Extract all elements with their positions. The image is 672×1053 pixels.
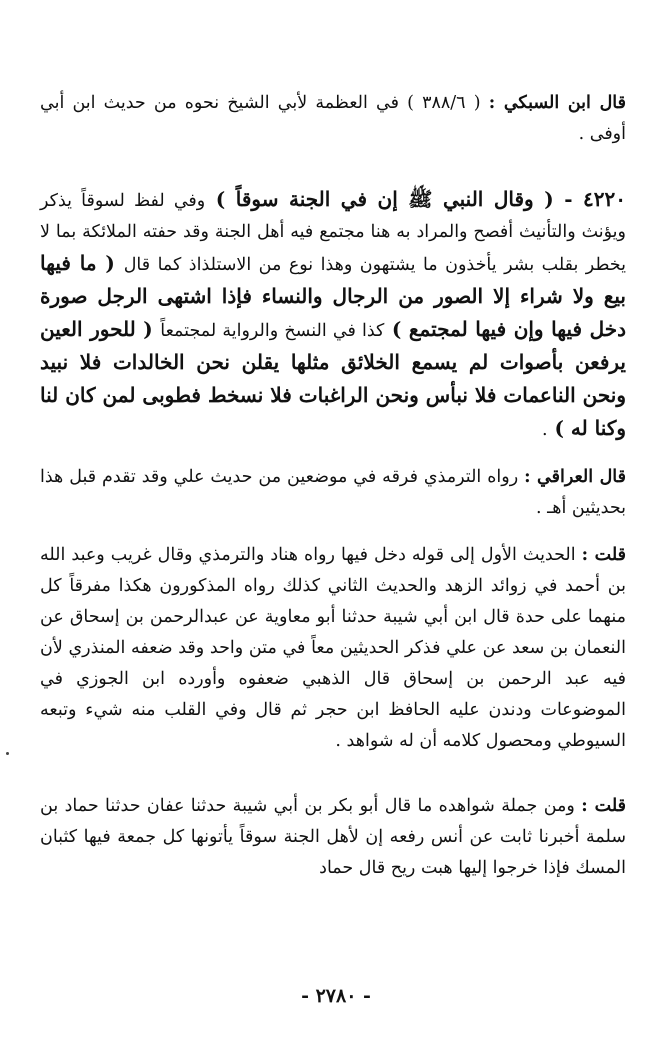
paragraph-iraqi <box>40 462 626 524</box>
label-qultu-2: قلت : <box>581 796 626 816</box>
paragraph-hadith-4220 <box>40 184 626 446</box>
commentary-text-1: وفي لفظ لسوقاً يذكر ويؤنث والتأنيث أفصح والمراد به هنا مجتمع فيه أهل الجنة وقد حفته الملائكة بما لا يخطر بقلب بشر يأخذون ما يشتهون وهذا نوع من الاستلذاذ كما قال <box>40 191 626 275</box>
paragraph-subki <box>40 88 626 150</box>
hadith-quote-3: ( للحور العين يرفعن بأصوات لم يسمع الخلائق مثلها يقلن نحن الخالدات فلا نبيد ونحن الناعمات فلا نبأس ونحن الراغبات فلا نسخط فطوبى لمن كان لنا وكنا له ) <box>40 317 626 440</box>
text-subki: ( ٣٨٨/٦ ) في العظمة لأبي الشيخ نحوه من حديث ابن أبي أوفى . <box>40 93 626 144</box>
label-subki: قال ابن السبكي : <box>488 93 626 113</box>
text-iraqi: رواه الترمذي فرقه في موضعين من حديث علي وقد تقدم قبل هذا بحديثين أهـ . <box>40 467 626 518</box>
margin-mark <box>6 752 9 755</box>
page-body <box>40 88 626 884</box>
hadith-quote-2: ( ما فيها بيع ولا شراء إلا الصور من الرجال والنساء فإذا اشتهى الرجل صورة دخل فيها وإن فيها لمجتمع ) <box>40 251 627 341</box>
page-number: - ٢٧٨٠ - <box>301 985 371 1007</box>
label-iraqi: قال العراقي : <box>524 467 627 487</box>
label-qultu-1: قلت : <box>581 545 626 565</box>
paragraph-qultu-1 <box>40 540 626 757</box>
text-qultu-1: الحديث الأول إلى قوله دخل فيها رواه هناد والترمذي وقال غريب وعبد الله بن أحمد في زوائد الزهد والحديث الثاني كذلك رواه المذكورون هكذا مفرقاً كل منهما على حدة قال ابن أبي شيبة حدثنا أبو معاوية عن عبدالرحمن بن إسحاق عن النعمان بن سعد عن علي فذكر الحديثين معاً في متن واحد وقد ضعفه المنذري لأن فيه عبد الرحمن بن إسحاق قال الذهبي ضعفوه وأورده ابن الجوزي في الموضوعات ودندن عليه الحافظ ابن حجر ثم قال وفي القلب منه شيء وتبعه السيوطي ومحصول كلامه أن له شواهد . <box>40 545 626 751</box>
commentary-text-2: كذا في النسخ والرواية لمجتمعاً <box>160 321 385 341</box>
hadith-text: ( وقال النبي ﷺ إن في الجنة سوقاً ) <box>205 187 565 211</box>
text-qultu-2: ومن جملة شواهده ما قال أبو بكر بن أبي شيبة حدثنا عفان حدثنا حماد بن سلمة أخبرنا ثابت عن أنس رفعه إن لأهل الجنة سوقاً يأتونها كل جمعة فيها كثبان المسك فإذا خرجوا إليها هبت ريح قال حماد <box>40 796 626 878</box>
hadith-number: ٤٢٢٠ - <box>564 187 626 211</box>
hadith-end: . <box>541 420 548 440</box>
paragraph-qultu-2 <box>40 791 626 884</box>
